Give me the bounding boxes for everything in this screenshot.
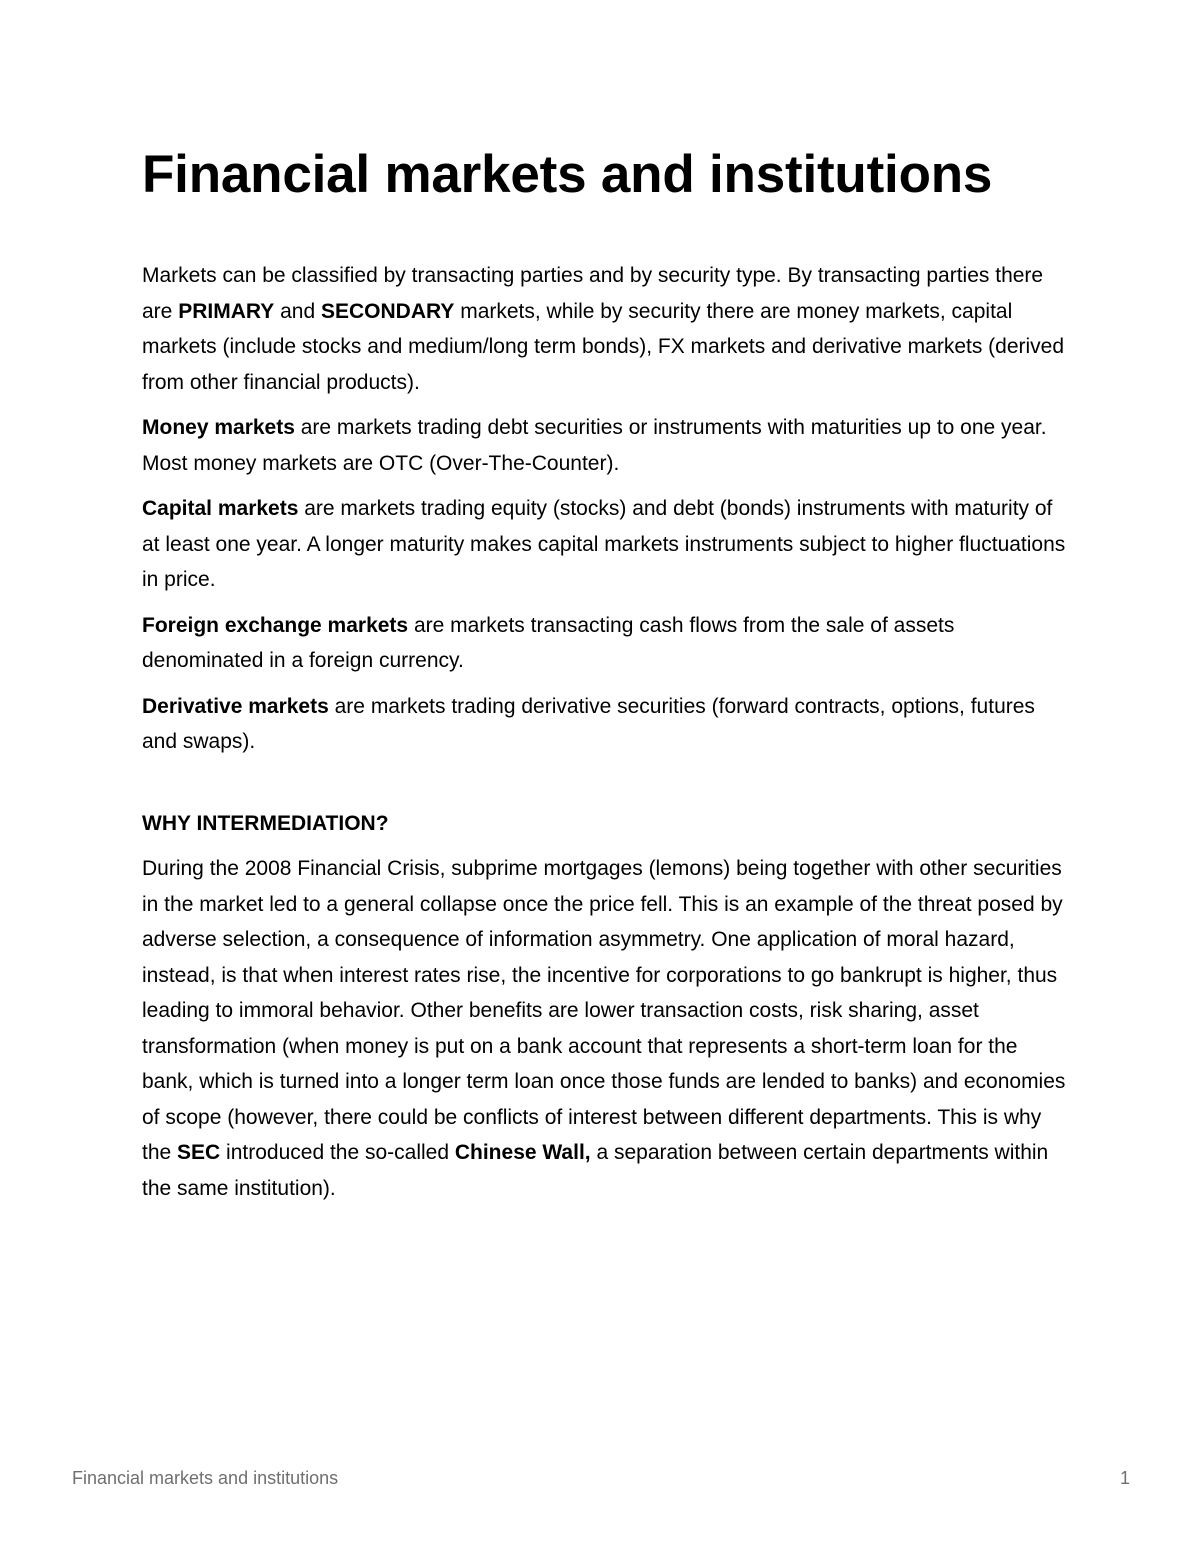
intro-paragraph [142, 258, 1067, 400]
definition-money-markets [142, 410, 1067, 481]
page-content [142, 140, 1067, 1216]
definition-text: are markets transacting cash flows from the sale of assets denominated in a foreign currency. [142, 613, 955, 672]
section-text-2: introduced the so-called [220, 1141, 455, 1164]
intro-text-2: and [274, 299, 321, 323]
definition-term: Derivative markets [142, 694, 329, 718]
definition-text: are markets trading equity (stocks) and debt (bonds) instruments with maturity of at least one year. A longer maturity makes capital markets instruments subject to higher fluctuations in price. [142, 497, 1066, 591]
definition-foreign-exchange-markets [142, 608, 1067, 679]
document-title: Financial markets and institutions [142, 145, 993, 204]
definition-term: Money markets [142, 416, 295, 439]
primary-term: PRIMARY [178, 299, 275, 323]
section-text-1: During the 2008 Financial Crisis, subprime mortgages (lemons) being together with other securities in the market led to a general collapse once the price fell. This is an example of the threat posed by adverse selection, a consequence of information asymmetry. One application of moral hazard, instead, is that when interest rates rise, the incentive for corporations to go bankrupt is higher, thus leading to immoral behavior. Other benefits are lower transaction costs, risk sharing, asset transformation (when money is put on a bank account that represents a short-term loan for the bank, which is turned into a longer term loan once those funds are lended to banks) and economies of scope (however, there could be conflicts of interest between different departments. This is why the [142, 857, 1066, 1164]
definition-capital-markets [142, 491, 1067, 598]
chinese-wall-term: Chinese Wall, [454, 1141, 591, 1164]
definition-term: Foreign exchange markets [142, 613, 409, 637]
definition-term: Capital markets [142, 497, 299, 520]
section-paragraph [142, 851, 1067, 1206]
sec-term: SEC [177, 1141, 221, 1164]
section-heading: WHY INTERMEDIATION? [142, 811, 389, 835]
intro-text-3: markets, while by security there are money markets, capital markets (include stocks and medium/long term bonds), FX markets and derivative markets (derived from other financial products). [142, 299, 1065, 394]
footer-title: Financial markets and institutions [72, 1468, 339, 1488]
page-number: 1 [1119, 1468, 1130, 1488]
definition-text: are markets trading debt securities or instruments with maturities up to one year. Most money markets are OTC (Over-The-Counter). [142, 416, 1047, 475]
secondary-term: SECONDARY [320, 299, 455, 323]
definition-text: are markets trading derivative securities (forward contracts, options, futures and swaps). [142, 694, 1035, 753]
definition-derivative-markets [142, 689, 1067, 760]
intro-text-1: Markets can be classified by transacting parties and by security type. By transacting parties there are [142, 264, 1044, 323]
section-text-3: a separation between certain departments within the same institution). [142, 1141, 1049, 1200]
